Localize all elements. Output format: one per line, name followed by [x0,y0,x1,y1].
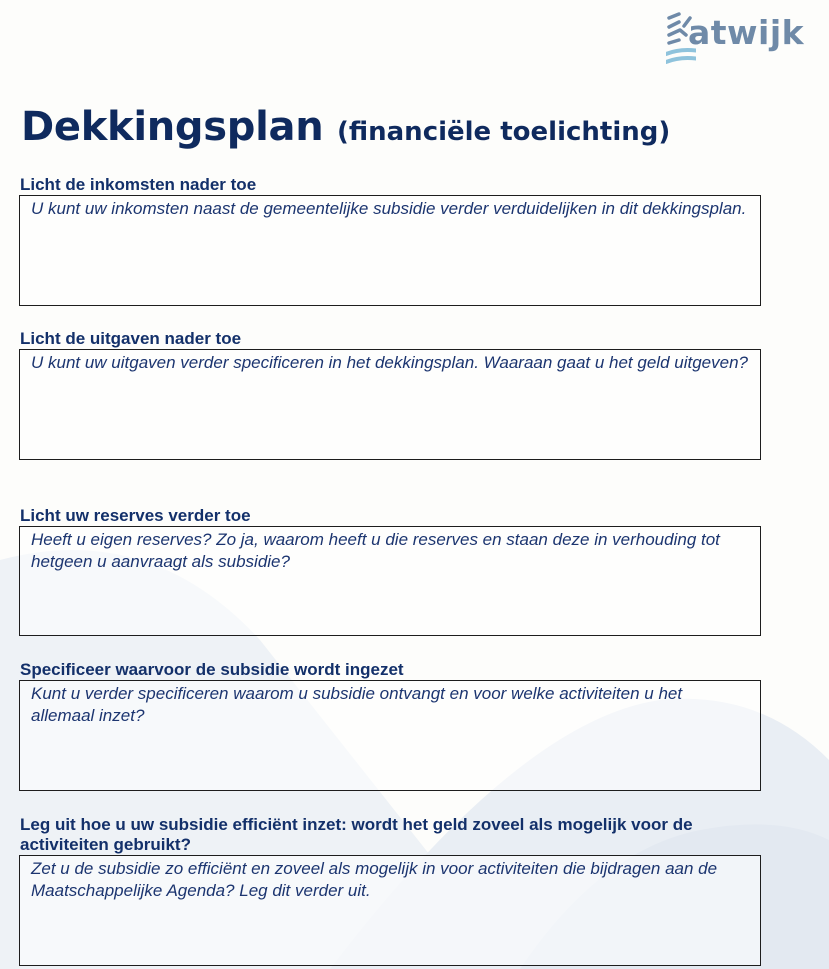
section-label: Leg uit hoe u uw subsidie efficiënt inzet: wordt het geld zoveel als mogelijk voor de activiteiten gebruikt? [20,815,693,854]
section-uitgaven [19,329,761,460]
reserves-textarea[interactable]: Heeft u eigen reserves? Zo ja, waarom heeft u die reserves en staan deze in verhouding tot hetgeen u aanvraagt als subsidie? [19,526,761,636]
section-label: Licht de inkomsten nader toe [20,175,257,194]
section-efficientie [19,815,761,966]
uitgaven-textarea[interactable]: U kunt uw uitgaven verder specificeren in het dekkingsplan. Waaraan gaat u het geld uitgeven? [19,349,761,460]
section-label: Specificeer waarvoor de subsidie wordt ingezet [20,660,404,679]
inkomsten-textarea[interactable]: U kunt uw inkomsten naast de gemeentelijke subsidie verder verduidelijken in dit dekkingsplan. [19,195,761,306]
page-title [21,104,670,150]
katwijk-logo [666,10,826,66]
logo-wordmark: atwijk [688,13,805,52]
title-main: Dekkingsplan [21,104,324,150]
section-label: Licht uw reserves verder toe [20,506,251,525]
section-reserves [19,506,761,636]
title-subtitle: (financiële toelichting) [336,117,671,147]
section-inkomsten [19,175,761,306]
section-besteding [19,660,761,791]
besteding-textarea[interactable]: Kunt u verder specificeren waarom u subsidie ontvangt en voor welke activiteiten u het allemaal inzet? [19,680,761,791]
section-label: Licht de uitgaven nader toe [20,329,242,348]
efficientie-textarea[interactable]: Zet u de subsidie zo efficiënt en zoveel als mogelijk in voor activiteiten die bijdragen aan de Maatschappelijke Agenda? Leg dit verder uit. [19,855,761,966]
